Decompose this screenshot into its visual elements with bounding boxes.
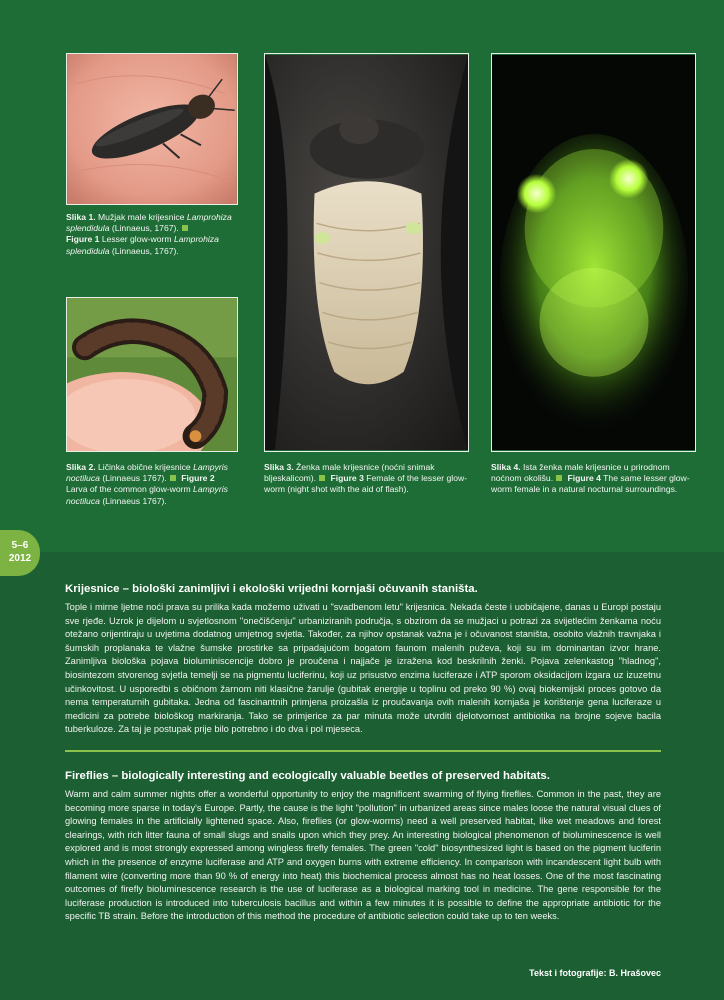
caption-label-en: Figure 3	[330, 473, 364, 484]
caption-species-hr: Lamprohiza splendidula	[66, 212, 232, 234]
croatian-body: Tople i mirne ljetne noći prava su prilika kada možemo uživati u "svadbenom letu" krijesnica. Nekada česte i uobičajene, danas u Europi postaju sve rjeđe. Uzrok je dijelom u svjetlosnom "onečišćenju" urbaniziranih područja, s obzirom da se mužjaci u potrazi za svijetlećim ženkama noću otežano orijentiraju u uvjetima dodatnog umjetnog svjetla. Također, za njihov opstanak važna je i očuvanost staništa, osobito vlažnih travnjaka i šumskih proplanaka te vlažne šumske prostirke sa pripadajućom bogatom faunom malenih puževa, koji su im dominantan izvor hrane. Zanimljiva biološka pojava bioluminiscencije dobro je proučena i najjače je izražena kod beskrilnih ženki. Pojava zelenkastog "hladnog", biosintezom stvorenog svjetla temelji se na pigmentu luciferinu, koji uz prisustvo enzima luciferaze i ATP sporom oksidacijom izgara uz izuzetnu učinkovitost. U usporedbi s običnom žarnom niti klasične žarulje (gubitak energije u toplinu od preko 90 %) ovaj biokemijski proces gotovo da nema temperaturnih gubitaka. Jedna od fascinantnih primjena proizašla iz proučavanja ovih malenih kornjaša je korištenje gena luciferaze u medicini za potrebe biološkog markiranja. Tako se primjerice za par minuta može utvrditi djelotvornost antibiotika na brojne sojeve bacila tuberkuloze. Za taj je postupak prije bilo potrebno i do dva i pol mjeseca.	[65, 602, 661, 735]
caption-text-hr: Ženka male krijesnice (noćni snimak bljeskalicom).	[264, 462, 435, 484]
caption-label-hr: Slika 1.	[66, 212, 96, 222]
caption-figure-4	[491, 462, 696, 496]
photo-female-flash	[264, 53, 469, 452]
caption-label-en: Figure 4	[567, 473, 601, 484]
caption-text-en-post: (Linnaeus 1767).	[102, 495, 167, 506]
caption-label-hr: Slika 3.	[264, 462, 294, 472]
photo-male-firefly-image	[67, 54, 237, 204]
caption-species-en: Lamprohiza splendidula	[66, 234, 219, 256]
caption-text-hr: Ličinka obične krijesnice	[98, 462, 191, 472]
caption-square-icon	[170, 475, 176, 481]
photo-larva	[66, 297, 238, 452]
photo-female-flash-image	[265, 54, 468, 451]
caption-text-hr: Ista ženka male krijesnice u prirodnom noćnom okolišu.	[491, 462, 670, 484]
caption-square-icon	[182, 225, 188, 231]
caption-text-hr-post: (Linnaeus, 1767).	[111, 223, 179, 234]
caption-square-icon	[319, 475, 325, 481]
caption-label-hr: Slika 4.	[491, 462, 521, 472]
english-title: Fireflies – biologically interesting and ecologically valuable beetles of preserved habitats.	[65, 770, 550, 782]
caption-species-en: Lampyris noctiluca	[66, 484, 228, 506]
page-number-badge	[0, 530, 40, 576]
section-divider	[65, 750, 661, 752]
caption-figure-2	[66, 462, 238, 507]
photo-credit: Tekst i fotografije: B. Hrašovec	[529, 968, 661, 978]
photo-female-glow	[491, 53, 696, 452]
croatian-title: Krijesnice – biološki zanimljivi i ekološki vrijedni kornjaši očuvanih staništa.	[65, 583, 478, 595]
caption-text-hr: Mužjak male krijesnice	[98, 212, 185, 222]
caption-label-en: Figure 1	[66, 234, 100, 245]
caption-species-hr: Lampyris noctiluca	[66, 462, 228, 484]
english-body: Warm and calm summer nights offer a wonderful opportunity to enjoy the magnificent swarming of flying fireflies. Common in the past, they are becoming more sparse in today's Europe. Partly, the cause is the light "pollution" in urbanized areas since males loose the natural visual clues of glowing females in the artificially lightened space. Also, fireflies (or glow-worms) need a well preserved habitat, like wet meadows and forest clearings, with rich litter fauna of small slugs and snails upon which they prey. An interesting biological phenomenon of bioluminescence is well explored and is most strongly expressed among wingless firefly females. The green "cold" biosynthesized light is based on the pigment luciferin which in the presence of enzyme luciferase and ATP and oxygen burns with extreme efficiency. In comparison with incandescent light bulb with filament wire (converting more than 90 % of energy into heat) this biochemical process almost has no heat losses. One of the most fascinating outcomes of firefly bioluminescence research is the use of luciferase as a biological marking tool in medicine. The gene responsible for the luciferase production is introduced into tuberculosis bacillus and within a few minutes it is possible to define the appropriate antibiotic for the specific TB strain. Before the introduction of this method the procedure of antibiotic selection could take up to ten weeks.	[65, 789, 661, 922]
croatian-section	[65, 582, 661, 737]
caption-text-en: The same lesser glow-worm female in a natural nocturnal surroundings.	[491, 473, 690, 495]
caption-text-en: Female of the lesser glow-worm (night shot with the aid of flash).	[264, 473, 468, 495]
caption-text-en: Larva of the common glow-worm	[66, 484, 191, 495]
caption-square-icon	[556, 475, 562, 481]
caption-text-en: Lesser glow-worm	[101, 234, 172, 245]
caption-text-hr-post: (Linnaeus 1767).	[102, 473, 167, 484]
caption-figure-3	[264, 462, 469, 496]
caption-label-en: Figure 2	[181, 473, 215, 484]
caption-figure-1	[66, 212, 238, 257]
photo-larva-image	[67, 298, 237, 451]
photo-female-glow-image	[492, 54, 695, 451]
caption-label-hr: Slika 2.	[66, 462, 96, 472]
page-number-issue: 5–6	[11, 540, 29, 551]
page-number-year: 2012	[8, 553, 32, 564]
photo-male-firefly	[66, 53, 238, 205]
caption-text-en-post: (Linnaeus, 1767).	[111, 245, 179, 256]
english-section	[65, 769, 661, 924]
